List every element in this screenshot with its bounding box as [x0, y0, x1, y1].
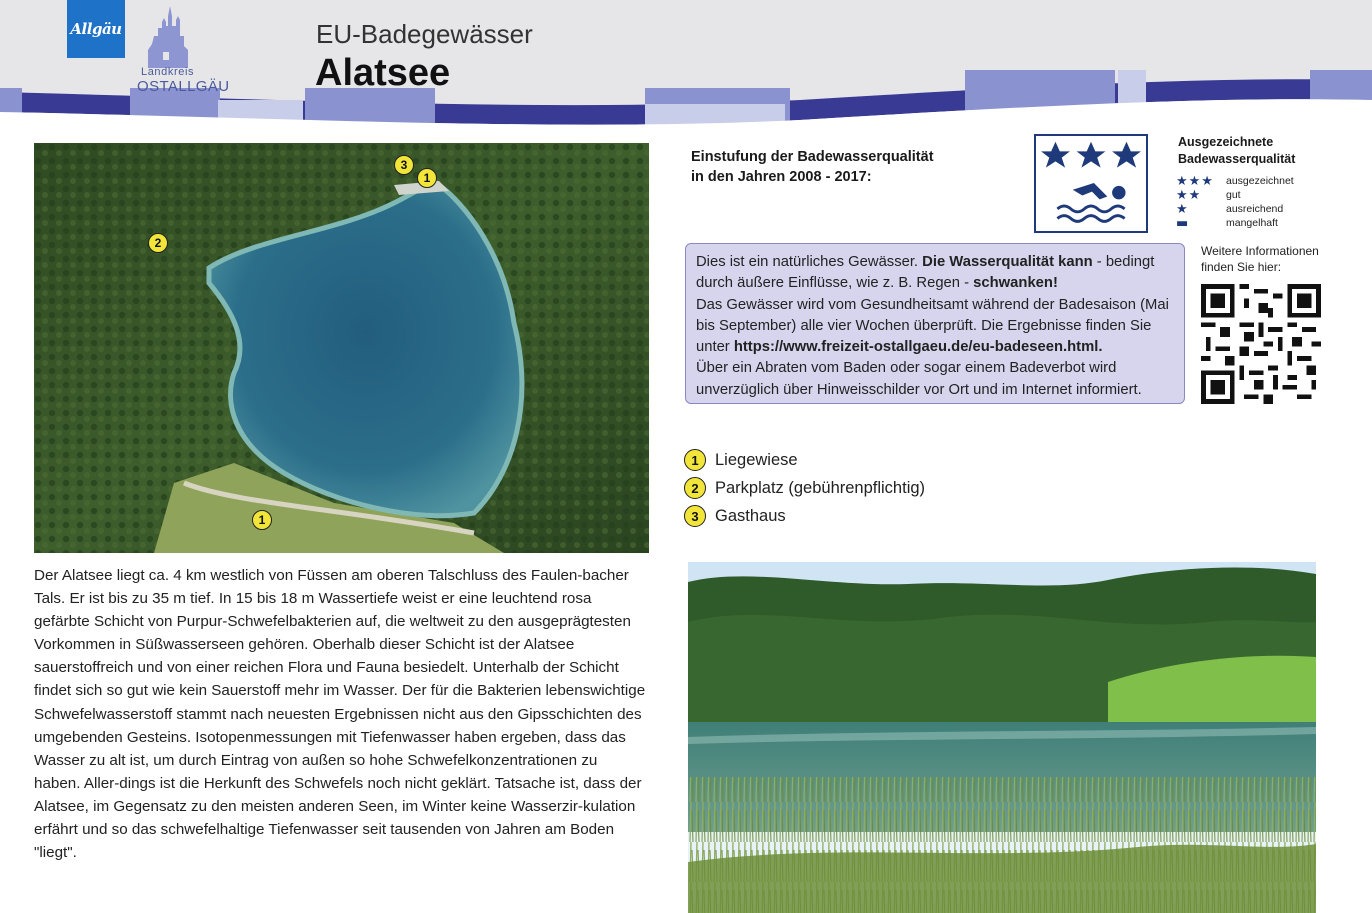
- castle-icon: [148, 6, 188, 68]
- aerial-marker-2: 2: [148, 233, 168, 253]
- list-item-label: Liegewiese: [715, 450, 798, 469]
- lake-shore-photo: [688, 562, 1316, 913]
- page-subtitle: EU-Badegewässer: [316, 19, 533, 49]
- page-title: Alatsee: [315, 52, 451, 94]
- lake-description: Der Alatsee liegt ca. 4 km westlich von Füssen am oberen Talschluss des Faulen-bacher Tals. Er ist bis zu 35 m tief. In 15 bis 18 m Wassertiefe weist er eine leuchtend rosa gefärbte Schicht von Purpur-Schwefelbakterien auf, die weltweit zu den ausgeprägtesten Vorkommen in Süßwasserseen gehören. Oberhalb dieser Schicht ist der Alatsee sauerstoffreich und von einer reichen Flora und Fauna besiedelt. Unterhalb der Schicht findet sich so gut wie kein Sauerstoff mehr im Wasser. Der für die Bakterien lebenswichtige Schwefelwasserstoff stammt nach neuesten Ergebnissen nicht aus den Gipsschichten des umgebenden Gesteins. Isotopenmessungen mit Tiefenwasser haben ergeben, dass das Wasser zu alt ist, um durch Eintrag von außen so hohe Schwefelkonzentrationen zu haben. Aller-dings ist die Herkunft des Schwefels noch nicht geklärt. Tatsache ist, dass der Alatsee, im Gegensatz zu den meisten anderen Seen, im Winter keine Wasserzir-kulation erfährt und so das schwefelhaltige Tiefenwasser seit tausenden von Jahren am Boden "liegt".: [34, 567, 646, 862]
- district-label-small: Landkreis: [141, 66, 195, 78]
- swimmer-icon: [1057, 183, 1125, 221]
- list-item-gasthaus: [684, 504, 786, 528]
- info-bold-text: Die Wasserqualität kann: [922, 254, 1093, 270]
- more-info-line1: Weitere Informationen: [1201, 244, 1319, 258]
- number-badge: 2: [684, 477, 706, 499]
- info-text: - bedingt durch äußere Einflüsse, wie z. B. Regen -: [696, 254, 1155, 292]
- legend-row-excellent: [1176, 174, 1294, 188]
- quality-heading: [691, 147, 991, 187]
- legend-label: ausgezeichnet: [1226, 175, 1294, 187]
- header-background: [0, 0, 1372, 130]
- quality-legend-title: [1178, 134, 1295, 168]
- aerial-lake-photo: [34, 143, 649, 553]
- aerial-marker-3: 3: [394, 155, 414, 175]
- info-text: Über ein Abraten vom Baden oder sogar einem Badeverbot wird unverzüglich über Hinweisschilder vor Ort und im Internet informiert.: [696, 360, 1142, 398]
- quality-legend-title-line1: Ausgezeichnete: [1178, 135, 1274, 149]
- list-item-label: Parkplatz (gebührenpflichtig): [715, 478, 926, 497]
- qr-code[interactable]: [1200, 284, 1322, 404]
- list-item-parkplatz: [684, 476, 925, 500]
- more-info-line2: finden Sie hier:: [1201, 260, 1282, 274]
- one-star-icon: ★: [1176, 201, 1189, 217]
- allgaeu-logo: Allgäu: [67, 0, 125, 58]
- three-stars-icon: ★★★: [1176, 173, 1214, 189]
- list-item-liegewiese: [684, 448, 798, 472]
- more-info-label: [1201, 243, 1319, 275]
- aerial-marker-1: 1: [417, 168, 437, 188]
- legend-label: gut: [1226, 189, 1241, 201]
- star-icon: [1112, 142, 1141, 168]
- two-stars-icon: ★★: [1176, 187, 1202, 203]
- quality-legend-title-line2: Badewasserqualität: [1178, 152, 1296, 166]
- aerial-marker-1: 1: [252, 510, 272, 530]
- star-icon: [1077, 142, 1106, 168]
- legend-row-good: [1176, 188, 1241, 202]
- legend-row-poor: [1176, 216, 1278, 230]
- results-link[interactable]: https://www.freizeit-ostallgaeu.de/eu-badeseen.html.: [733, 339, 1103, 356]
- star-icon: [1041, 142, 1070, 168]
- number-badge: 3: [684, 505, 706, 527]
- quality-heading-line2: in den Jahren 2008 - 2017:: [691, 169, 872, 185]
- info-text: Das Gewässer wird vom Gesundheitsamt während der Badesaison (Mai bis September) alle vier Wochen überprüft. Die Ergebnisse finden Sie unter: [696, 296, 1169, 356]
- water-quality-info-box: [685, 243, 1185, 404]
- excellent-quality-badge: [1034, 134, 1148, 233]
- district-label: OSTALLGÄU: [137, 78, 230, 95]
- bar-icon: ▬: [1176, 215, 1190, 231]
- number-badge: 1: [684, 449, 706, 471]
- list-item-label: Gasthaus: [715, 506, 786, 525]
- info-bold-text: schwanken!: [973, 275, 1058, 292]
- legend-label: mangelhaft: [1226, 217, 1278, 229]
- info-text: Dies ist ein natürliches Gewässer.: [696, 254, 923, 270]
- legend-label: ausreichend: [1226, 203, 1284, 215]
- quality-heading-line1: Einstufung der Badewasserqualität: [691, 149, 934, 165]
- legend-row-sufficient: [1176, 202, 1283, 216]
